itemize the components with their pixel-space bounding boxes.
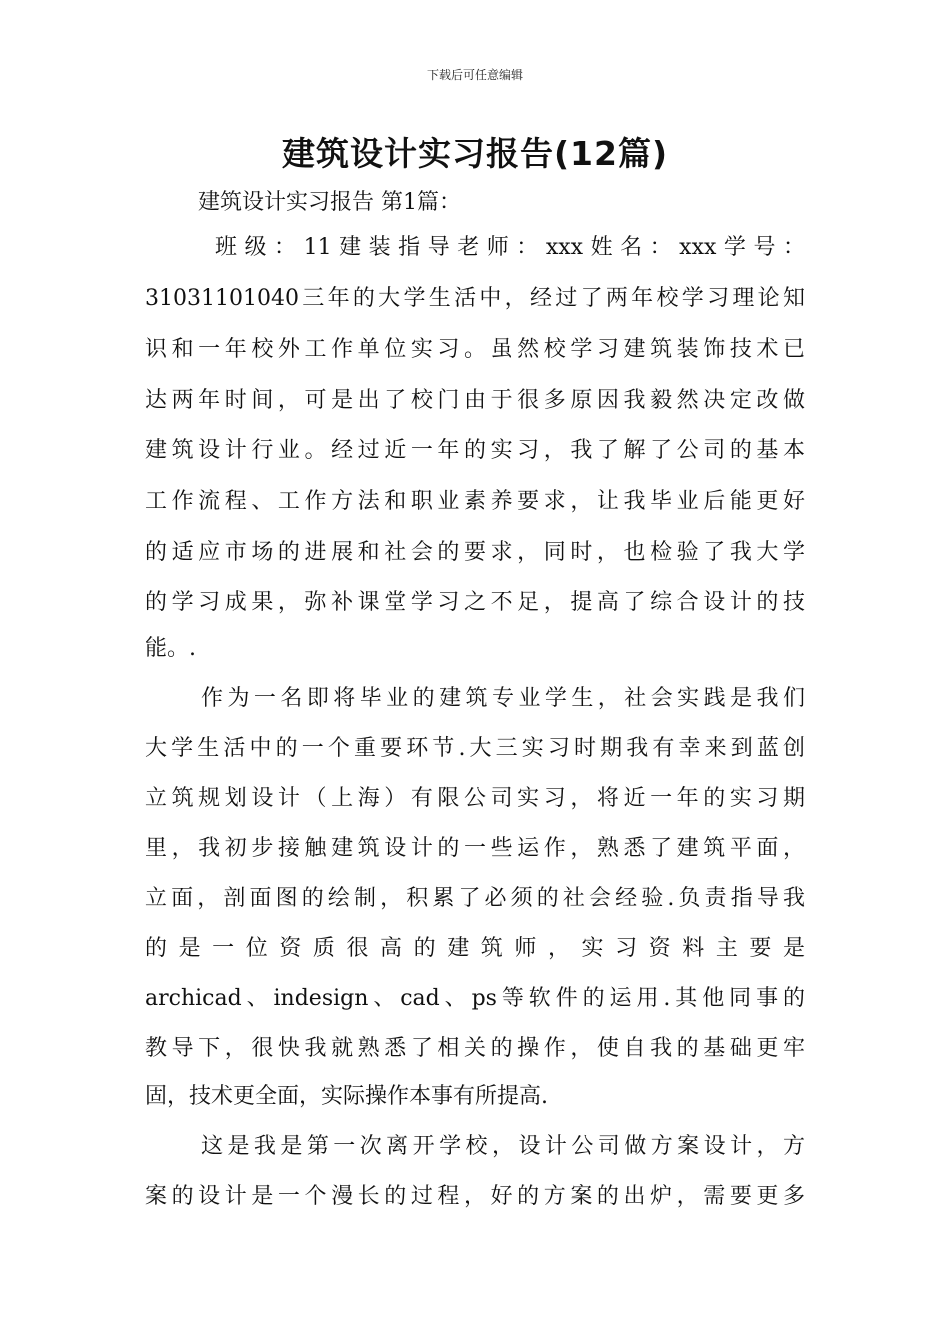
text-line: 案的设计是一个漫长的过程，好的方案的出炉，需要更多 [145, 1184, 805, 1209]
text-line: archicad、indesign、cad、ps等软件的运用.其他同事的 [145, 986, 805, 1011]
text-line: 立筑规划设计（上海）有限公司实习，将近一年的实习期 [145, 786, 805, 811]
text-line: 这是我是第一次离开学校，设计公司做方案设计，方 [201, 1134, 805, 1159]
text-line: 识和一年校外工作单位实习。虽然校学习建筑装饰技术已 [145, 337, 805, 362]
page-header: 下载后可任意编辑 [426, 68, 523, 82]
section-heading: 建筑设计实习报告 第1篇： [198, 190, 461, 215]
text-line: 能。. [145, 636, 196, 661]
text-line: 31031101040三年的大学生活中，经过了两年校学习理论知 [145, 286, 805, 311]
text-line: 的适应市场的进展和社会的要求，同时，也检验了我大学 [145, 540, 805, 565]
text-line: 大学生活中的一个重要环节.大三实习时期我有幸来到蓝创 [145, 736, 805, 761]
text-line: 立面，剖面图的绘制，积累了必须的社会经验.负责指导我 [145, 886, 805, 911]
text-line: 工作流程、工作方法和职业素养要求，让我毕业后能更好 [145, 489, 805, 514]
text-line: 固，技术更全面，实际操作本事有所提高. [145, 1084, 548, 1109]
text-line: 作为一名即将毕业的建筑专业学生，社会实践是我们 [201, 686, 805, 711]
text-line: 里，我初步接触建筑设计的一些运作，熟悉了建筑平面， [145, 836, 805, 861]
text-line: 的是一位资质很高的建筑师，实习资料主要是 [145, 936, 805, 961]
text-line: 教导下，很快我就熟悉了相关的操作，使自我的基础更牢 [145, 1036, 805, 1061]
text-line: 达两年时间，可是出了校门由于很多原因我毅然决定改做 [145, 388, 805, 413]
text-line: 班级：11建装指导老师：xxx姓名：xxx学号： [215, 235, 805, 260]
document-title: 建筑设计实习报告(12篇) [281, 134, 669, 173]
text-line: 的学习成果，弥补课堂学习之不足，提高了综合设计的技 [145, 590, 805, 615]
text-line: 建筑设计行业。经过近一年的实习，我了解了公司的基本 [145, 438, 805, 463]
